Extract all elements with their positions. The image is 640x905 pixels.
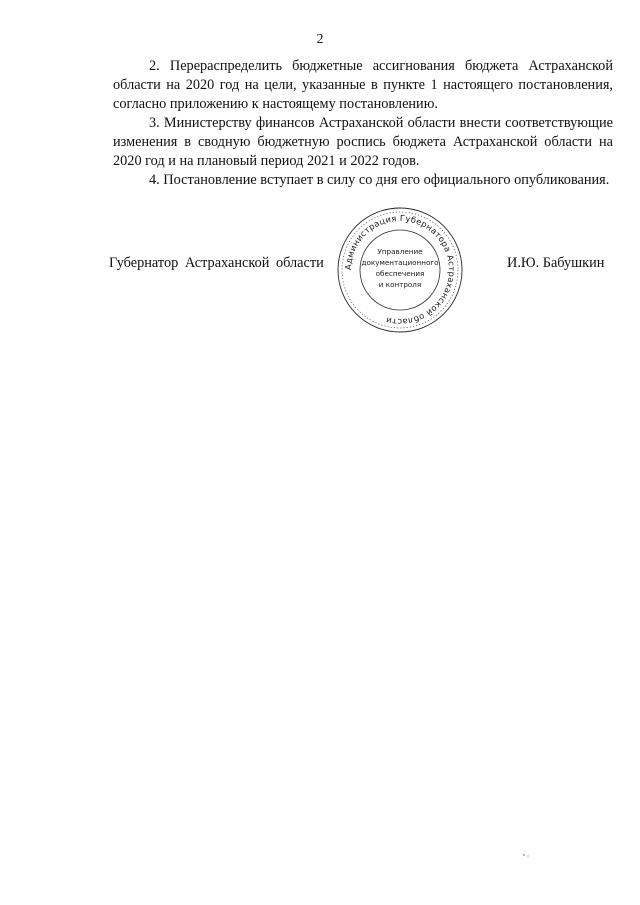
official-seal <box>335 205 465 335</box>
paragraph-3: 3. Министерству финансов Астраханской области внести соответствующие изменения в сводную бюджетную роспись бюджета Астраханской области на 2020 год и на плановый период 2021 и 2022 годов. <box>113 115 613 169</box>
scan-specks <box>520 850 540 860</box>
signatory-title: Губернатор Астраханской области <box>109 255 324 271</box>
page-number: 2 <box>316 32 324 47</box>
seal-center-line: документационного <box>361 258 439 267</box>
seal-center-line: и контроля <box>378 280 422 289</box>
seal-center-line: Управление <box>377 247 423 256</box>
document-body <box>113 57 613 190</box>
seal-center-line: обеспечения <box>375 269 425 278</box>
paragraph-4: 4. Постановление вступает в силу со дня его официального опубликования. <box>149 172 610 188</box>
paragraph-2: 2. Перераспределить бюджетные ассигнования бюджета Астраханской области на 2020 год на цели, указанные в пункте 1 настоящего постановления, согласно приложению к настоящему постановлению. <box>113 58 613 112</box>
seal-ring-text: Администрация Губернатора Астраханской области <box>342 212 458 328</box>
signatory-name: И.Ю. Бабушкин <box>507 255 605 271</box>
